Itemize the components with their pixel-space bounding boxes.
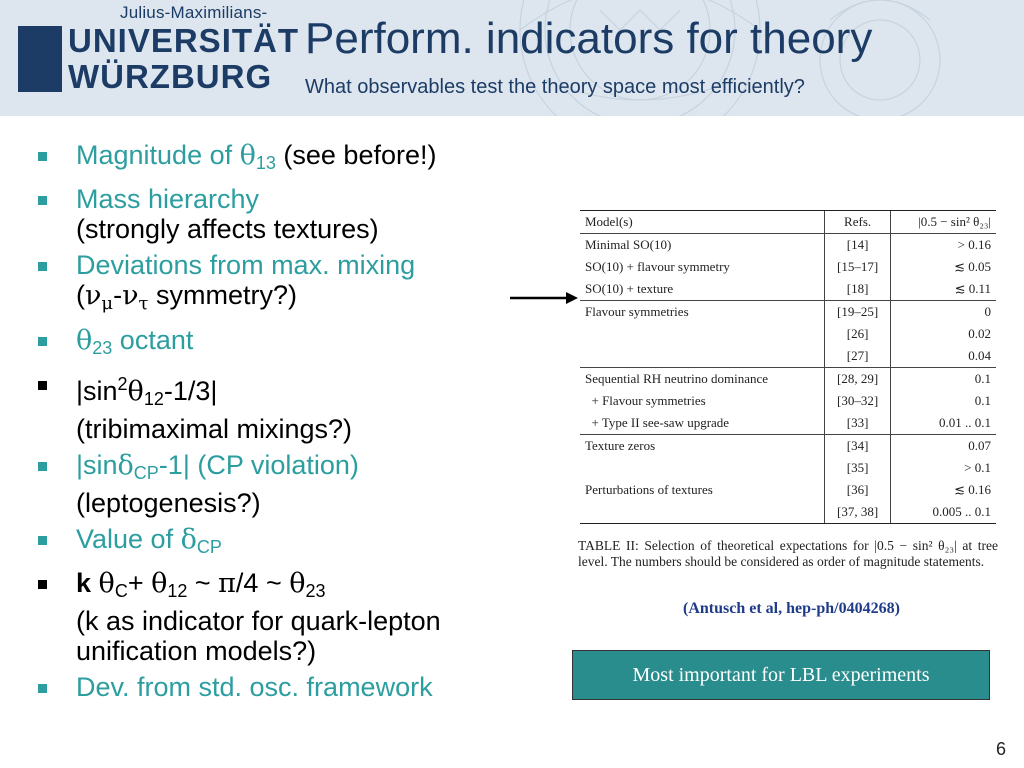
table-cell: Sequential RH neutrino dominance <box>580 368 825 391</box>
table-cell <box>580 457 825 479</box>
bullet-item: Magnitude of $\theta_{13}$ (see before!) <box>36 140 556 178</box>
table-cell <box>580 345 825 368</box>
citation: (Antusch et al, hep-ph/0404268) <box>683 600 900 617</box>
table-header: Model(s) <box>580 211 825 234</box>
table-cell: 0.04 <box>891 345 996 368</box>
table-cell <box>580 501 825 524</box>
bullet-marker <box>38 684 47 693</box>
bullet-marker <box>38 262 47 271</box>
bullet-item: $|\sin^2\theta_{12}-1/3|$ (tribimaximal mixings?) <box>36 369 556 444</box>
table-cell: [27] <box>825 345 891 368</box>
table-cell: [15–17] <box>825 256 891 278</box>
table-cell: [14] <box>825 234 891 257</box>
page-number: 6 <box>995 739 1006 759</box>
table-row <box>580 345 996 368</box>
table-cell: 0.07 <box>891 435 996 458</box>
bullet-item: $\theta_{23}$ octant <box>36 325 556 363</box>
bullet-marker <box>38 381 47 390</box>
table-cell: Flavour symmetries <box>580 301 825 324</box>
table-header-row <box>580 211 996 234</box>
bullet-item: Mass hierarchy (strongly affects textures) <box>36 184 556 244</box>
table-cell: [28, 29] <box>825 368 891 391</box>
table-cell: ≲ 0.16 <box>891 479 996 501</box>
university-name-top: Julius-Maximilians- <box>120 3 268 22</box>
table-row <box>580 368 996 391</box>
table-cell: 0.02 <box>891 323 996 345</box>
bullet-item: k $\theta_C+ \theta_{12}$ ~ π/4 ~ $\theta_{23}$ (k as indicator for quark-lepton unification models?) <box>36 568 556 666</box>
table-row <box>580 412 996 435</box>
table-cell: Texture zeros <box>580 435 825 458</box>
table-cell: 0.005 .. 0.1 <box>891 501 996 524</box>
table-cell: 0.01 .. 0.1 <box>891 412 996 435</box>
highlight-box: Most important for LBL experiments <box>572 650 990 700</box>
table-row <box>580 457 996 479</box>
bullet-item: |sinδ$_{CP}$-1| (CP violation) (leptogenesis?) <box>36 450 556 518</box>
table-cell: ≲ 0.05 <box>891 256 996 278</box>
bullet-marker <box>38 152 47 161</box>
table-cell: 0 <box>891 301 996 324</box>
bullet-item: Deviations from max. mixing ($\nu_\mu-\nu_\tau$ symmetry?) <box>36 250 556 319</box>
table-row <box>580 479 996 501</box>
bullet-marker <box>38 580 47 589</box>
table-cell: [19–25] <box>825 301 891 324</box>
table-cell: 0.1 <box>891 390 996 412</box>
table-cell: [35] <box>825 457 891 479</box>
table-caption: TABLE II: Selection of theoretical expectations for |0.5 − sin² θ₂₃| at tree level. The numbers should be considered as order of magnitude statements. <box>578 538 998 569</box>
table-row <box>580 323 996 345</box>
table-header: Refs. <box>825 211 891 234</box>
model-table <box>580 210 996 524</box>
table-cell: + Flavour symmetries <box>585 393 706 408</box>
right-arrow-icon <box>510 288 580 308</box>
university-logo-bar <box>18 26 62 92</box>
table-row <box>580 301 996 324</box>
table-row <box>580 501 996 524</box>
table-cell: 0.1 <box>891 368 996 391</box>
bullet-list <box>36 140 556 708</box>
table-cell <box>580 323 825 345</box>
table-cell: [26] <box>825 323 891 345</box>
table-row <box>580 278 996 301</box>
table-header: |0.5 − sin² θ₂₃| <box>891 211 996 234</box>
university-name-line1: UNIVERSITÄT <box>68 22 300 59</box>
bullet-item: Value of $\delta_{CP}$ <box>36 524 556 562</box>
table-row <box>580 256 996 278</box>
slide-subtitle: What observables test the theory space most efficiently? <box>305 76 805 98</box>
table-cell: [36] <box>825 479 891 501</box>
bullet-marker <box>38 536 47 545</box>
slide-title: Perform. indicators for theory <box>305 14 873 63</box>
table-cell: Minimal SO(10) <box>580 234 825 257</box>
table-cell: [33] <box>825 412 891 435</box>
table-cell: > 0.1 <box>891 457 996 479</box>
bullet-marker <box>38 462 47 471</box>
table-row <box>580 234 996 257</box>
header-band <box>0 0 1024 116</box>
table-cell: [37, 38] <box>825 501 891 524</box>
bullet-marker <box>38 337 47 346</box>
table-cell: [34] <box>825 435 891 458</box>
table-cell: SO(10) + flavour symmetry <box>585 259 730 274</box>
table-cell: + Type II see-saw upgrade <box>585 415 730 430</box>
table-row <box>580 390 996 412</box>
table-cell: [18] <box>825 278 891 301</box>
university-name-line2: WÜRZBURG <box>68 58 273 95</box>
table-cell: [30–32] <box>825 390 891 412</box>
table-row <box>580 435 996 458</box>
table-cell: Perturbations of textures <box>585 482 713 497</box>
table-cell: ≲ 0.11 <box>891 278 996 301</box>
table-cell: > 0.16 <box>891 234 996 257</box>
bullet-item: Dev. from std. osc. framework <box>36 672 556 702</box>
bullet-marker <box>38 196 47 205</box>
table-cell: SO(10) + texture <box>585 281 674 296</box>
